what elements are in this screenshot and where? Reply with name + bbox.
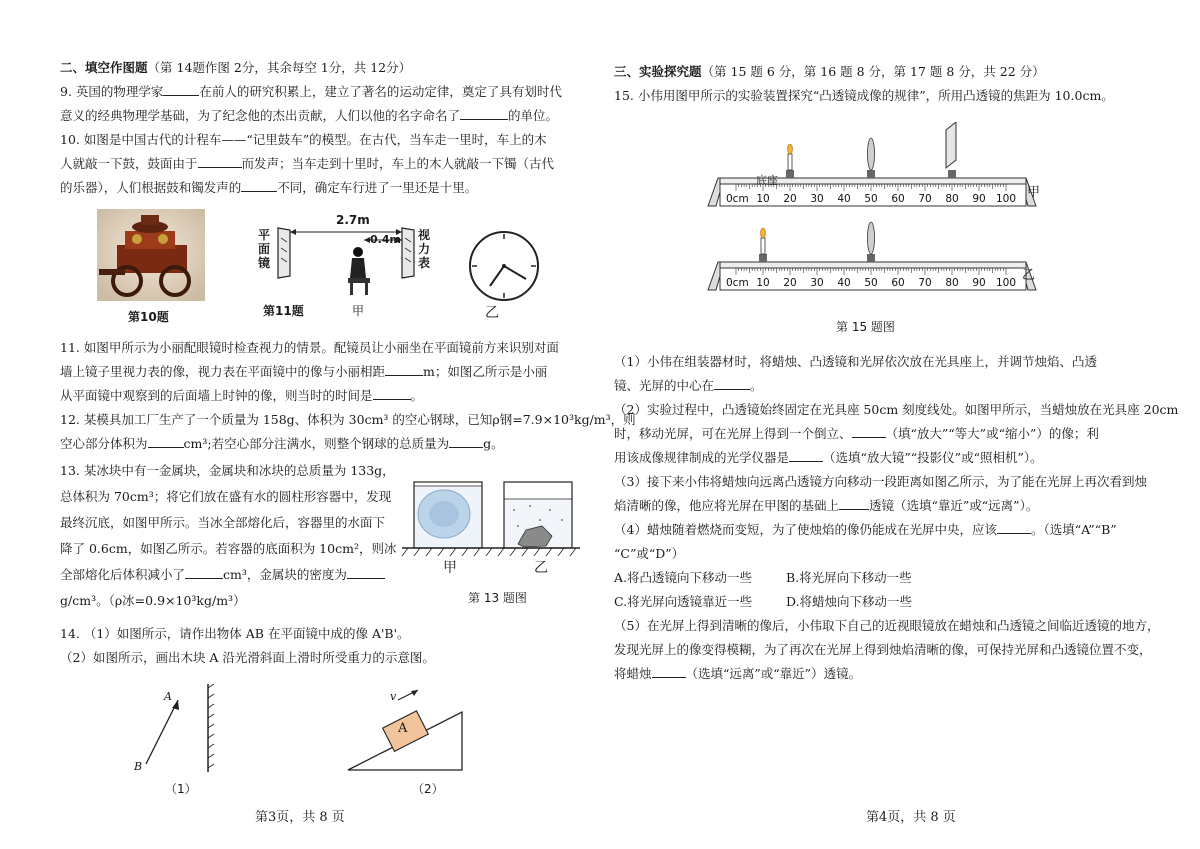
- tick-label: 30: [810, 277, 824, 289]
- fig11-eye-test: [250, 208, 540, 316]
- page-footer-right: 第4页，共 8 页: [866, 810, 956, 825]
- option-a: A.将凸透镜向下移动一些: [614, 570, 753, 585]
- part-3: （3）接下来小伟将蜡烛向远离凸透镜方向移动一段距离如图乙所示，为了能在光屏上再次看到烛: [614, 474, 1147, 489]
- option-d: D.将蜡烛向下移动一些: [786, 594, 913, 609]
- page-footer-left: 第3页，共 8 页: [255, 810, 345, 825]
- candle-flame: [788, 144, 793, 154]
- tick-label: 70: [918, 193, 932, 205]
- question-13: 13. 某冰块中有一金属块，金属块和冰块的总质量为 133g， 总体积为 70cm³；将它们放在盛有水的圆柱形容器中，发现 最终沉底，如图甲所示。当冰全部熔化后，容器里的水面下 降了 0.6cm，如图乙所示。若容器的底面积为 10cm²，则冰 全部熔化后体积减小了 cm³，金属块的密度为 g/cm³。（ρ冰=0.9×10³kg/m³）: [60, 463, 397, 608]
- part-5: （5）在光屏上得到清晰的像后，小伟取下自己的近视眼镜放在蜡烛和凸透镜之间临近透镜的地方，: [614, 618, 1160, 633]
- screen-holder: [948, 170, 956, 178]
- left-questions-11-14: 11. 如图甲所示为小丽配眼镜时检查视力的情景。配镜员让小丽坐在平面镜前方来识别对面 墙上镜子里视力表的像，视力表在平面镜中的像与小丽相距 m；如图乙所示是小丽 从平面镜中观察到的后面墙上时钟的像，则当时的时间是 。 12. 某模具加工厂生产了一个质量为 158g、体积为 30cm³ 的空心钢球，已知ρ钢=7.9×10³kg/m³，则 空心部分体积为 cm³;若空心部分注满水，则整个钢球的总质量为 g。: [60, 336, 590, 456]
- fig10-caption: 第10题: [128, 310, 169, 324]
- left-page: 二、填空作图题（第 14题作图 2分，其余每空 1分，共 12分） 9. 英国的物理学家 在前人的研究积累上，建立了著名的运动定律，奠定了具有划时代 意义的经典物理学基础，为了纪念他的杰出贡献，人们以他的名字命名了 的单位。 10. 如图是中国古代的计程车——“记里鼓车”的模型。在古代，当车走一里时，车上的木 人就敲一下鼓，鼓面由于 而发声；当车走到十里时，车上的木人就敲一下镯（古代 的乐器），人们根据鼓和镯发声的 不同，确定车行进了一里还是十里。: [60, 56, 590, 200]
- fig13-containers: [400, 470, 582, 582]
- tick-label: 0cm: [726, 277, 749, 289]
- section-2-heading: 二、填空作图题（第 14题作图 2分，其余每空 1分，共 12分）: [60, 60, 412, 75]
- tick-label: 20: [783, 193, 797, 205]
- tick-label: 40: [837, 277, 851, 289]
- part-2: （2）实验过程中，凸透镜始终固定在光具座 50cm 刻度线处。如图甲所示，当蜡烛放在光具座 20cm: [614, 402, 1179, 417]
- candle-holder: [786, 170, 794, 178]
- tick-label: 100: [995, 193, 1017, 205]
- part-1: （1）小伟在组装器材时，将蜡烛、凸透镜和光屏依次放在光具座上，并调节烛焰、凸透: [614, 354, 1097, 369]
- convex-lens: [868, 138, 875, 170]
- tick-label: 80: [945, 277, 959, 289]
- eye-chart-label: 视力表: [418, 228, 431, 270]
- drum-cart-photo: [97, 209, 205, 301]
- bench-rail: [720, 262, 1026, 268]
- convex-lens: [868, 222, 875, 254]
- question-9: 9. 英国的物理学家 在前人的研究积累上，建立了著名的运动定律，奠定了具有划时代: [60, 80, 590, 104]
- section-3-heading: 三、实验探究题（第 15 题 6 分，第 16 题 8 分，第 17 题 8 分，共 22 分）: [614, 64, 1045, 79]
- distance-0-4m: 0.4m: [370, 233, 401, 246]
- optical-bench-figure: [706, 122, 1046, 306]
- bench-yi-label: 乙: [1022, 268, 1036, 283]
- question-10: 10. 如图是中国古代的计程车——“记里鼓车”的模型。在古代，当车走一里时，车上的木: [60, 132, 547, 147]
- tick-label: 60: [891, 193, 905, 205]
- question-11: 11. 如图甲所示为小丽配眼镜时检查视力的情景。配镜员让小丽坐在平面镜前方来识别对面: [60, 340, 559, 355]
- fig13-caption: 第 13 题图: [468, 591, 527, 605]
- fig14-drawings: [130, 680, 470, 776]
- fig13-yi: 乙: [534, 560, 548, 576]
- option-c: C.将光屏向透镜靠近一些: [614, 594, 753, 609]
- fig11-yi: 乙: [485, 305, 499, 321]
- question-12: 12. 某模具加工厂生产了一个质量为 158g、体积为 30cm³ 的空心钢球，已知ρ钢=7.9×10³kg/m³，则: [60, 412, 636, 427]
- mirror-label: 平面镜: [258, 228, 271, 270]
- tick-label: 70: [918, 277, 932, 289]
- candle-flame: [761, 228, 766, 238]
- bench-jia-label: 甲: [1027, 185, 1041, 200]
- tick-label: 40: [837, 193, 851, 205]
- candle-holder: [759, 254, 767, 262]
- base-label: 底座: [756, 174, 778, 187]
- right-page-top: [614, 60, 1154, 108]
- block-label: A: [398, 721, 408, 736]
- fig14-caption-2: （2）: [412, 782, 444, 796]
- tick-label: 80: [945, 193, 959, 205]
- fig13-jia: 甲: [443, 560, 457, 576]
- fig15-caption: 第 15 题图: [836, 320, 895, 334]
- tick-label: 90: [972, 193, 986, 205]
- tick-label: 20: [783, 277, 797, 289]
- velocity-label: v: [390, 690, 397, 703]
- question-15-intro: 15. 小伟用图甲所示的实验装置探究“凸透镜成像的规律”，所用凸透镜的焦距为 10.0cm。: [614, 88, 1114, 103]
- options-row-2: [614, 590, 1159, 614]
- tick-label: 10: [756, 277, 770, 289]
- point-a-label: A: [164, 690, 172, 703]
- tick-label: 90: [972, 277, 986, 289]
- lens-holder: [867, 254, 875, 262]
- tick-label: 30: [810, 193, 824, 205]
- tick-label: 50: [864, 277, 878, 289]
- tick-label: 50: [864, 193, 878, 205]
- option-b: B.将光屏向下移动一些: [786, 570, 912, 585]
- tick-label: 0cm: [726, 193, 749, 205]
- light-screen: [946, 122, 956, 168]
- part-4: （4）蜡烛随着燃烧而变短，为了使烛焰的像仍能成在光屏中央，应该 。（选填“A”“B”: [614, 518, 1159, 542]
- options-row-1: [614, 566, 1159, 590]
- fig14-caption-1: （1）: [165, 782, 197, 796]
- question-15-parts: （1）小伟在组装器材时，将蜡烛、凸透镜和光屏依次放在光具座上，并调节烛焰、凸透 镜、光屏的中心在 。 （2）实验过程中，凸透镜始终固定在光具座 50cm 刻度线处。如图甲所示，当蜡烛放在光具座 20cm 时，移动光屏，可在光屏上得到一个倒立、 （填“放大”“等大”或“缩小”）的像；利 用该成像规律制成的光学仪器是 （选填“放大镜”“投影仪”或“照相机”）。 （3）接下来小伟将蜡烛向远离凸透镜方向移动一段距离如图乙所示，为了能在光屏上再次看到烛 焰清晰的像，他应将光屏在甲图的基础上 透镜（选填“靠近”或“远离”）。 （4）蜡烛随着燃烧而变短，为了使烛焰的像仍能成在光屏中央，应该 。（选填“A”“B” “C”或“D”） A.将凸透镜向下移动一些 B.将光屏向下移动一些 C.将光屏向透镜靠近一些 D.将蜡烛向下移动一些 （5）在光屏上得到清晰的像后，小伟取下自己的近视眼镜放在蜡烛和凸透镜之间临近透镜的地方， 发现光屏上的像变得模糊，为了再次在光屏上得到烛焰清晰的像，可保持光屏和凸透镜位置不变， 将蜡烛 （选填“远离”或“靠近”）透镜。: [614, 350, 1159, 686]
- question-14: 14. （1）如图所示，请作出物体 AB 在平面镜中成的像 A'B'。 （2）如图所示，画出木块 A 沿光滑斜面上滑时所受重力的示意图。: [60, 626, 435, 665]
- fig11-jia: 甲: [352, 304, 365, 318]
- point-b-label: B: [134, 760, 143, 773]
- tick-label: 10: [756, 193, 770, 205]
- candle: [761, 238, 765, 254]
- distance-2-7m: 2.7m: [336, 213, 370, 227]
- fig11-caption: 第11题: [263, 304, 304, 318]
- tick-label: 60: [891, 277, 905, 289]
- lens-holder: [867, 170, 875, 178]
- candle: [788, 154, 792, 170]
- tick-label: 100: [995, 277, 1017, 289]
